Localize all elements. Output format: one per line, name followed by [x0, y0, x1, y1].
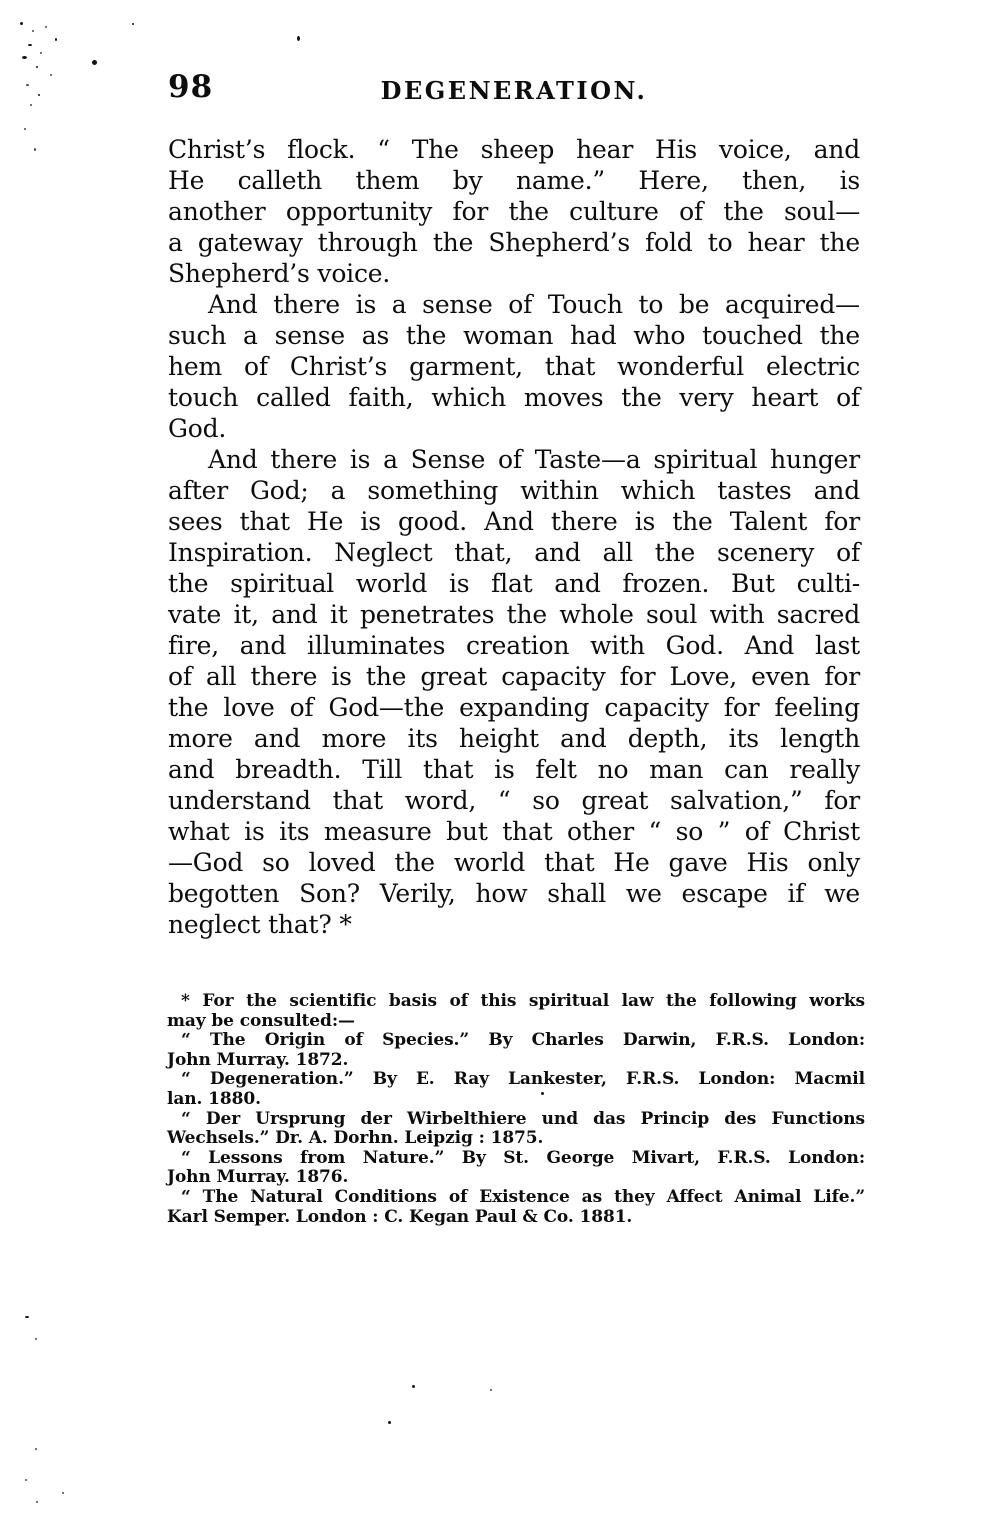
- footnote-line: Wechsels.” Dr. A. Dorhn. Leipzig : 1875.: [167, 1128, 544, 1149]
- footnote-line: “ Der Ursprung der Wirbelthiere und das Princip des Functions: [181, 1108, 865, 1129]
- scan-speckle: [36, 66, 38, 68]
- scan-speckle: [50, 74, 52, 76]
- body-line: sees that He is good. And there is the Talent for: [168, 507, 860, 536]
- scan-speckle: [32, 30, 34, 32]
- body-line: And there is a Sense of Taste—a spiritual hunger: [208, 445, 860, 474]
- footnote-line: “ Lessons from Nature.” By St. George Mivart, F.R.S. London:: [181, 1147, 865, 1168]
- footnote-line: may be consulted:—: [167, 1010, 355, 1031]
- body-line: neglect that? *: [168, 910, 352, 939]
- body-text: [168, 134, 860, 940]
- body-line: the love of God—the expanding capacity for feeling: [168, 693, 860, 722]
- scan-speckle: [35, 1448, 37, 1450]
- scan-speckle: [92, 60, 97, 65]
- scan-speckle: [36, 1501, 38, 1503]
- body-line: more and more its height and depth, its length: [168, 724, 860, 753]
- footnote-line: “ The Natural Conditions of Existence as they Affect Animal Life.”: [181, 1186, 865, 1207]
- footnote: [167, 992, 865, 1227]
- footnote-line: “ The Origin of Species.” By Charles Darwin, F.R.S. London:: [181, 1030, 865, 1051]
- scan-speckle: [132, 23, 134, 25]
- body-line: He calleth them by name.” Here, then, is: [168, 166, 860, 195]
- scan-speckle: [22, 56, 27, 59]
- scan-speckle: [20, 22, 23, 25]
- footnote-line: “ Degeneration.” By E. Ray Lankester, F.R.S. London: Macmil: [181, 1069, 865, 1090]
- scan-speckle: [25, 1316, 29, 1318]
- scan-speckle: [412, 1385, 415, 1388]
- body-line: begotten Son? Verily, how shall we escape if we: [168, 879, 860, 908]
- footnote-line: * For the scientific basis of this spiritual law the following works: [181, 991, 865, 1011]
- body-line: vate it, and it penetrates the whole soul with sacred: [168, 600, 860, 629]
- body-line: what is its measure but that other “ so ” of Christ: [168, 817, 860, 846]
- scan-speckle: [34, 148, 36, 151]
- scan-speckle: [38, 94, 40, 96]
- footnote-line: Karl Semper. London : C. Kegan Paul & Co. 1881.: [167, 1206, 633, 1227]
- scan-speckle: [26, 84, 29, 86]
- page-number: 98: [168, 69, 214, 105]
- footnote-line: lan. 1880.: [167, 1088, 261, 1109]
- footnote-line: John Murray. 1872.: [167, 1049, 349, 1070]
- body-line: of all there is the great capacity for Love, even for: [168, 662, 860, 691]
- body-line: such a sense as the woman had who touched the: [168, 321, 860, 350]
- body-line: another opportunity for the culture of the soul—: [168, 197, 860, 226]
- footnote-line: John Murray. 1876.: [167, 1167, 349, 1188]
- scan-speckle: [297, 36, 300, 41]
- body-line: after God; a something within which tastes and: [168, 476, 860, 505]
- scan-speckle: [25, 1479, 27, 1481]
- running-title: DEGENERATION.: [380, 76, 648, 105]
- scan-speckle: [62, 1492, 64, 1494]
- scan-speckle: [490, 1389, 492, 1391]
- body-line: a gateway through the Shepherd’s fold to hear the: [168, 228, 860, 257]
- scan-speckle: [388, 1421, 391, 1424]
- body-line: —God so loved the world that He gave His only: [168, 848, 860, 877]
- body-line: Shepherd’s voice.: [168, 259, 391, 288]
- body-line: hem of Christ’s garment, that wonderful electric: [168, 352, 860, 381]
- scan-speckle: [40, 52, 42, 54]
- scan-speckle: [28, 44, 32, 46]
- scan-speckle: [24, 128, 26, 130]
- body-line: understand that word, “ so great salvation,” for: [168, 786, 860, 815]
- scan-speckle: [55, 38, 57, 41]
- body-line: Christ’s flock. “ The sheep hear His voice, and: [168, 135, 860, 164]
- body-line: and breadth. Till that is felt no man can really: [168, 755, 860, 784]
- body-line: Inspiration. Neglect that, and all the scenery of: [168, 538, 860, 567]
- body-line: And there is a sense of Touch to be acquired—: [208, 290, 860, 319]
- body-line: fire, and illuminates creation with God. And last: [168, 631, 860, 660]
- scan-speckle: [35, 1338, 37, 1340]
- body-line: touch called faith, which moves the very heart of: [168, 383, 860, 412]
- body-line: God.: [168, 414, 227, 443]
- scan-speckle: [45, 26, 47, 28]
- scan-speckle: [30, 104, 32, 106]
- body-line: the spiritual world is flat and frozen. But culti-: [168, 569, 860, 598]
